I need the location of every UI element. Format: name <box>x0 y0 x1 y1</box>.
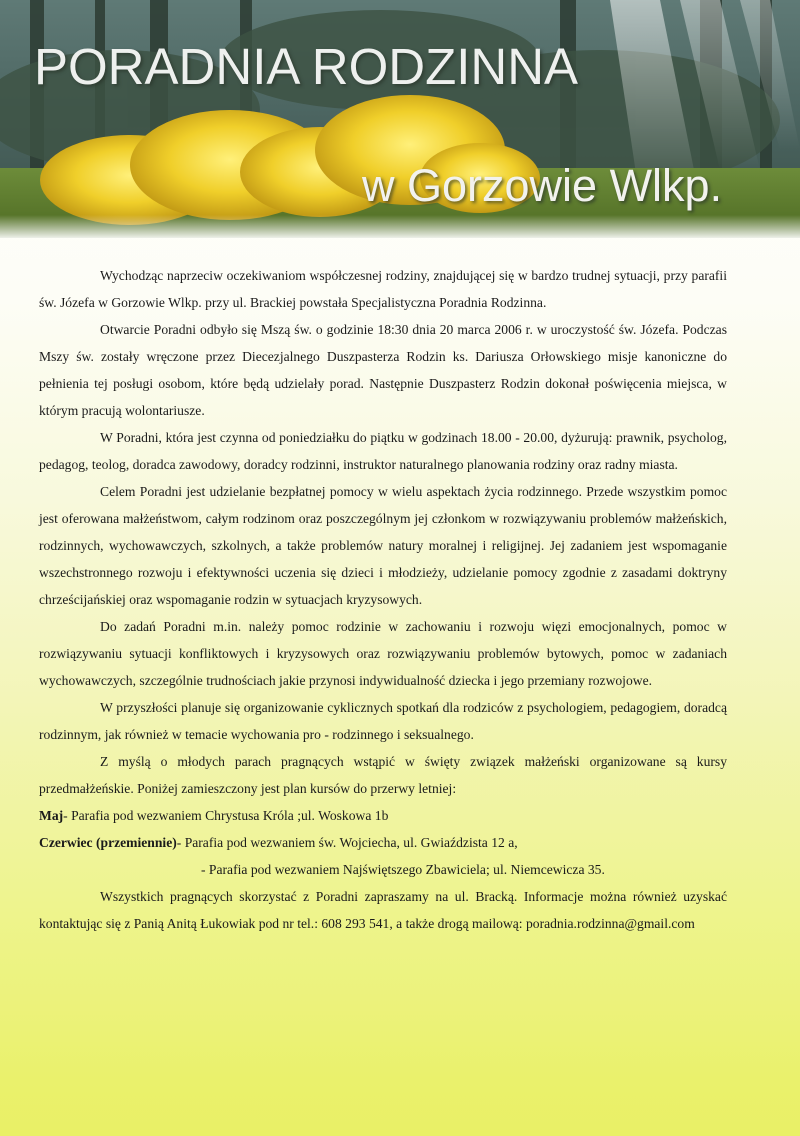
purpose-paragraph: Celem Poradni jest udzielanie bezpłatnej pomocy w wielu aspektach życia rodzinnego. Przede wszystkim pomoc jest oferowana małżeństwom, całym rodzinom oraz poszczególnym jej członkom w rozwiązywaniu problemów małżeńskich, rodzinnych, wychowawczych, szkolnych, a także problemów natury moralnej i religijnej. Jej zadaniem jest wspomaganie wszechstronnego rozwoju i efektywności uczenia się dzieci i młodzieży, udzielanie pomocy zgodnie z zasadami doktryny chrześcijańskiej oraz wspomaganie rodzin w sytuacjach kryzysowych. <box>39 484 727 607</box>
tasks-paragraph: Do zadań Poradni m.in. należy pomoc rodzinie w zachowaniu i rozwoju więzi emocjonalnych, pomoc w rozwiązywaniu sytuacji konfliktowych i kryzysowych oraz rozwiązywaniu problemów bytowych, pomoc w zadaniach wychowawczych, szczególnie trudnościach jakie przynosi indywidualność dziecka i jego przemiany rozwojowe. <box>39 619 727 688</box>
schedule-may-label: Maj <box>39 808 64 823</box>
intro-paragraph: Wychodząc naprzeciw oczekiwaniom współczesnej rodziny, znajdującej się w bardzo trudnej sytuacji, przy parafii św. Józefa w Gorzowie Wlkp. przy ul. Brackiej powstała Specjalistyczna Poradnia Rodzinna. <box>39 268 727 310</box>
schedule-june-text: - Parafia pod wezwaniem św. Wojciecha, ul. Gwiaździsta 12 a, <box>176 835 518 850</box>
hours-paragraph: W Poradni, która jest czynna od poniedziałku do piątku w godzinach 18.00 - 20.00, dyżurują: prawnik, psycholog, pedagog, teolog, doradca zawodowy, doradcy rodzinni, instruktor naturalnego planowania rodziny oraz radny miasta. <box>39 430 727 472</box>
banner-title: PORADNIA RODZINNA <box>34 38 579 95</box>
schedule-june-second: - Parafia pod wezwaniem Najświętszego Zbawiciela; ul. Niemcewicza 35. <box>201 862 605 877</box>
schedule-may <box>39 802 727 829</box>
future-paragraph: W przyszłości planuje się organizowanie cyklicznych spotkań dla rodziców z psychologiem, pedagogiem, doradcą rodzinnym, jak również w temacie wychowania pro - rodzinnego i seksualnego. <box>39 700 727 742</box>
contact-paragraph: Wszystkich pragnących skorzystać z Poradni zapraszamy na ul. Bracką. Informacje można również uzyskać kontaktując się z Panią Anitą Łukowiak pod nr tel.: 608 293 541, a także drogą mailową: poradnia.rodzinna@gmail.com <box>39 889 727 931</box>
opening-paragraph: Otwarcie Poradni odbyło się Mszą św. o godzinie 18:30 dnia 20 marca 2006 r. w uroczystość św. Józefa. Podczas Mszy św. zostały wręczone przez Diecezjalnego Duszpasterza Rodzin ks. Dariusza Orłowskiego misje kanoniczne do pełnienia tej posługi osobom, które będą udzielały porad. Następnie Duszpasterz Rodzin dokonał poświęcenia miejsca, w którym pracują wolontariusze. <box>39 322 727 418</box>
schedule-june <box>39 829 727 856</box>
schedule-june-label: Czerwiec (przemiennie) <box>39 835 177 850</box>
article-body <box>39 262 727 937</box>
header-banner <box>0 0 800 238</box>
banner-subtitle: w Gorzowie Wlkp. <box>362 160 723 211</box>
courses-paragraph: Z myślą o młodych parach pragnących wstąpić w święty związek małżeński organizowane są kursy przedmałżeńskie. Poniżej zamieszczony jest plan kursów do przerwy letniej: <box>39 754 727 796</box>
schedule-may-text: - Parafia pod wezwaniem Chrystusa Króla ;ul. Woskowa 1b <box>63 808 389 823</box>
